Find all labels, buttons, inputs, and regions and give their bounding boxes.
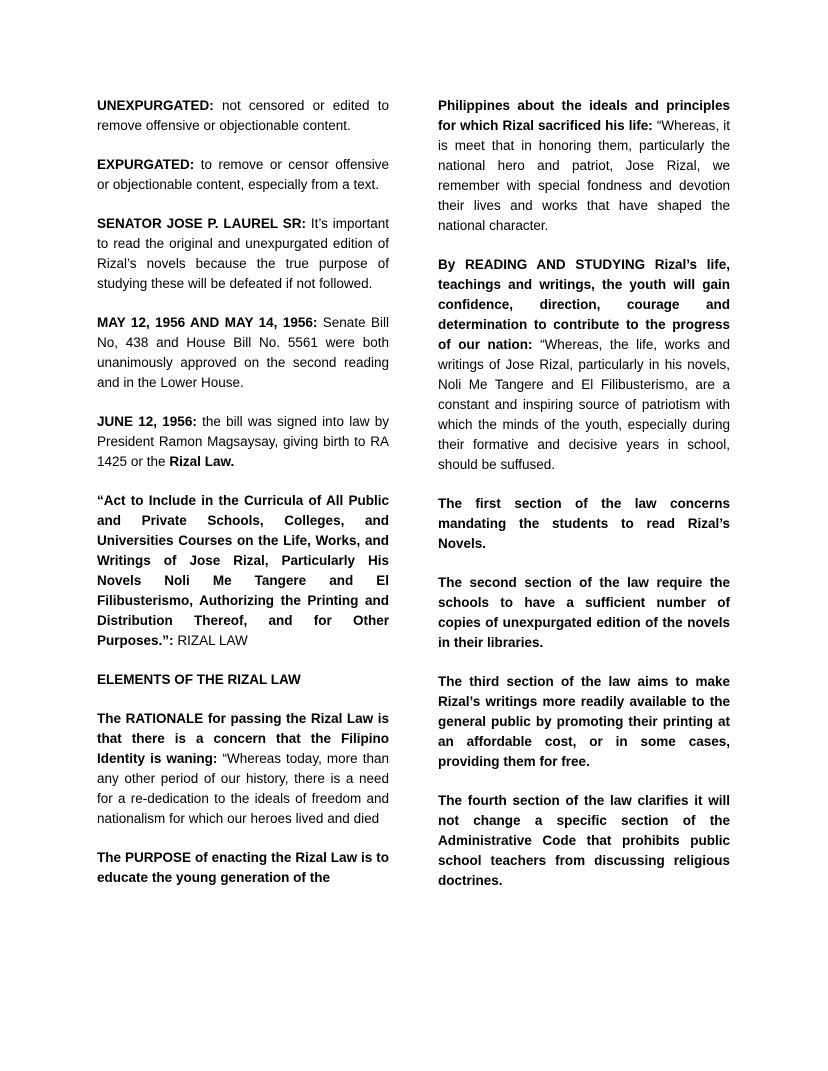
paragraph-first-section: The first section of the law concerns mandating the students to read Rizal’s Novels.	[438, 496, 730, 551]
term-label-unexpurgated: UNEXPURGATED:	[97, 98, 214, 113]
reading-studying-lead: By READING AND STUDYING Rizal’s life, teachings and writings, the youth will gain confidence, direction, courage and determination to contribute to the progress of our nation:	[438, 257, 730, 352]
paragraph-purpose-start: The PURPOSE of enacting the Rizal Law is to educate the young generation of the	[97, 850, 389, 885]
paragraph-fourth-section: The fourth section of the law clarifies it will not change a specific section of the Administrative Code that prohibits public school teachers from discussing religious doctrines.	[438, 793, 730, 888]
term-definition-expurgated: to remove or censor offensive or objectionable content, especially from a text.	[97, 157, 389, 192]
paragraph-may-dates	[97, 313, 389, 393]
term-definition-senator-laurel: It’s important to read the original and unexpurgated edition of Rizal’s novels because the true purpose of studying these will be defeated if not followed.	[97, 216, 390, 291]
section-heading-elements: ELEMENTS OF THE RIZAL LAW	[97, 672, 301, 687]
paragraph-june-12	[97, 412, 389, 472]
inline-bold-rizal-law: Rizal Law.	[169, 454, 235, 469]
term-definition-unexpurgated: not censored or edited to remove offensive or objectionable content.	[97, 98, 389, 133]
term-definition-june-12: the bill was signed into law by President Ramon Magsaysay, giving birth to RA 1425 or the	[97, 414, 389, 469]
act-title-quote-text: “Act to Include in the Curricula of All Public and Private Schools, Colleges, and Universities Courses on the Life, Works, and Writings of Jose Rizal, Particularly His Novels Noli Me Tangere and El Filibusterismo, Authorizing the Printing and Distribution Thereof, and for Other Purposes.”:	[97, 493, 389, 648]
paragraph-rationale	[97, 709, 389, 829]
left-column	[97, 96, 389, 888]
reading-studying-quote: “Whereas, the life, works and writings of Jose Rizal, particularly in his novels, Noli Me Tangere and El Filibusterismo, are a constant and inspiring source of patriotism with which the minds of the youth, especially during their formative and decisive years in school, should be suffused.	[438, 337, 731, 472]
act-title-quote-attribution: RIZAL LAW	[173, 633, 248, 648]
term-label-expurgated: EXPURGATED:	[97, 157, 195, 172]
paragraph-third-section: The third section of the law aims to make Rizal’s writings more readily available to the general public by promoting their printing at an affordable cost, or in some cases, providing them for free.	[438, 674, 730, 769]
term-definition-may-dates: Senate Bill No, 438 and House Bill No. 5561 were both unanimously approved on the second reading and in the Lower House.	[97, 315, 389, 390]
rationale-lead: The RATIONALE for passing the Rizal Law is that there is a concern that the Filipino Identity is waning:	[97, 711, 389, 766]
paragraph-senator-laurel	[97, 214, 389, 294]
paragraph-reading-studying	[438, 255, 730, 475]
term-label-senator-laurel: SENATOR JOSE P. LAUREL SR:	[97, 216, 306, 231]
purpose-continued-quote: “Whereas, it is meet that in honoring them, particularly the national hero and patriot, Jose Rizal, we remember with special fondness and devotion their lives and works that have shaped the national character.	[438, 118, 730, 233]
purpose-continued-lead: Philippines about the ideals and principles for which Rizal sacrificed his life:	[438, 98, 730, 133]
paragraph-act-title-quote	[97, 491, 389, 651]
paragraph-second-section: The second section of the law require the schools to have a sufficient number of copies of unexpurgated edition of the novels in their libraries.	[438, 575, 730, 650]
two-column-body	[97, 96, 730, 891]
term-label-may-dates: MAY 12, 1956 AND MAY 14, 1956:	[97, 315, 318, 330]
paragraph-expurgated	[97, 155, 389, 195]
paragraph-unexpurgated	[97, 96, 389, 136]
term-label-june-12: JUNE 12, 1956:	[97, 414, 197, 429]
right-column	[438, 96, 730, 891]
paragraph-purpose-continued	[438, 96, 730, 236]
rationale-quote: “Whereas today, more than any other period of our history, there is a need for a re-dedication to the ideals of freedom and nationalism for which our heroes lived and died	[97, 751, 389, 826]
